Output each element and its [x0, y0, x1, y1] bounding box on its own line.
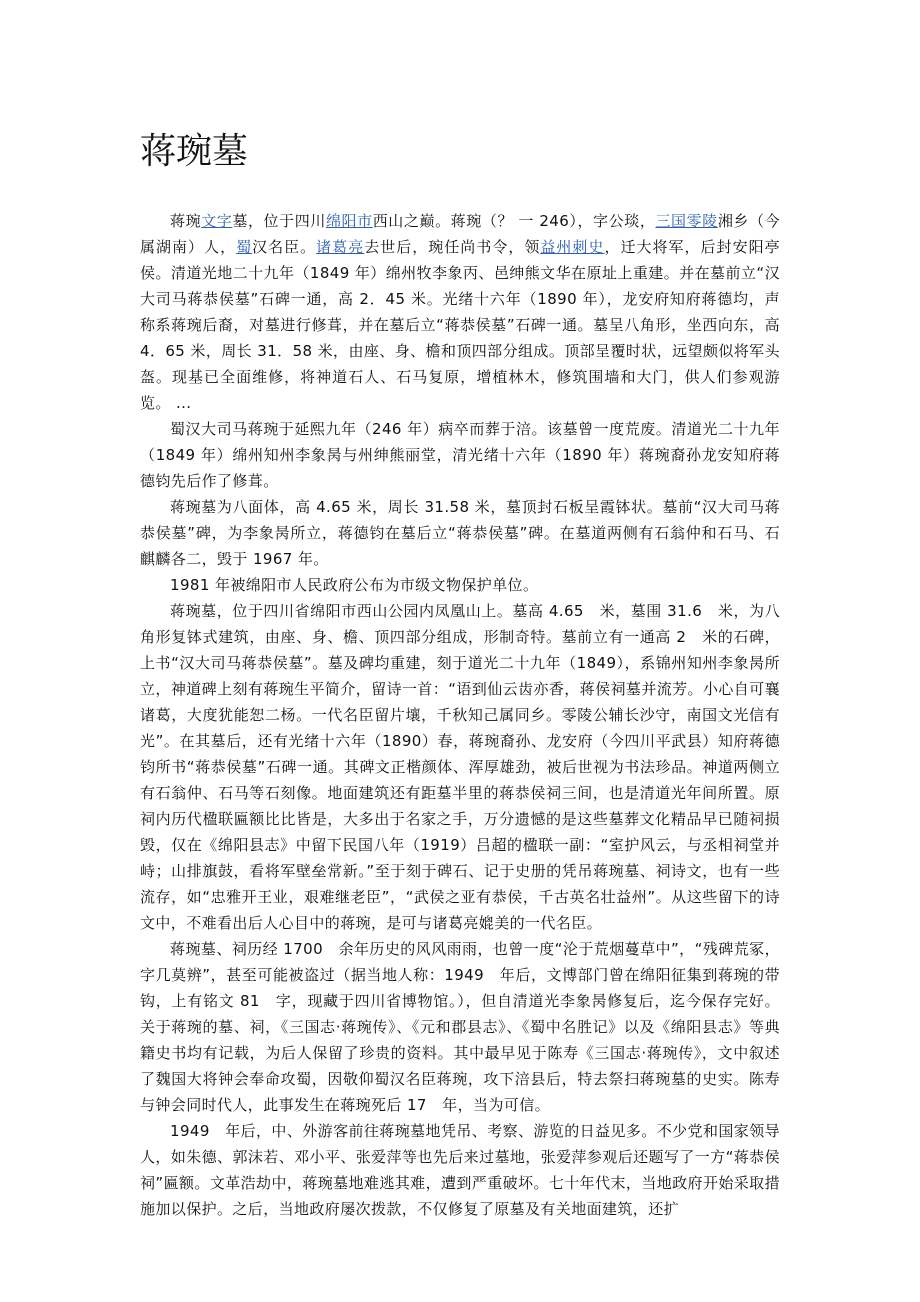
paragraph [140, 208, 780, 416]
paragraph-text: 汉名臣。 [252, 238, 317, 256]
paragraph-text: 1981 年被绵阳市人民政府公布为市级文物保护单位。 [170, 576, 539, 594]
paragraph-text: 蒋琬墓、祠历经 1700 余年历史的风风雨雨，也曾一度“沦于荒烟蔓草中”，“残碑荒冢，字几莫辨”，甚至可能被盗过（据当地人称：1949 年后，文博部门曾在绵阳征集到蒋琬的带钩，上有铭文 81 字，现藏于四川省博物馆。），但自清道光李象昺修复后，迄今保存完好。关于蒋琬的墓、祠，《三国志·蒋琬传》、《元和郡县志》、《蜀中名胜记》以及《绵阳县志》等典籍史书均有记载，为后人保留了珍贵的资料。其中最早见于陈寿《三国志·蒋琬传》，文中叙述了魏国大将钟会奉命攻蜀，因敬仰蜀汉名臣蒋琬，攻下涪县后，特去祭扫蒋琬墓的史实。陈寿与钟会同时代人，此事发生在蒋琬死后 17 年，当为可信。 [140, 940, 780, 1114]
paragraph [140, 1118, 780, 1222]
paragraph-text: 蒋琬墓为八面体，高 4.65 米，周长 31.58 米，墓顶封石板呈霞钵状。墓前“汉大司马蒋恭侯墓”碑，为李象昺所立，蒋德钧在墓后立“蒋恭侯墓”碑。在墓道两侧有石翁仲和石马、石麒麟各二，毁于 1967 年。 [140, 498, 780, 568]
paragraph-text: 蒋琬 [170, 212, 202, 230]
paragraph-text: 墓，位于四川 [232, 212, 326, 230]
paragraph-text: 西山之巅。蒋琬（？ 一 246），字公琰， [372, 212, 656, 230]
paragraph-text: 蒋琬墓，位于四川省绵阳市西山公园内凤凰山上。墓高 4.65 米，墓围 31.6 米，为八角形复钵式建筑，由座、身、檐、顶四部分组成，形制奇特。墓前立有一通高 2 米的石碑，上书“汉大司马蒋恭侯墓”。墓及碑均重建，刻于道光二十九年（1849），系锦州知州李象昺所立，神道碑上刻有蒋琬生平简介，留诗一首：“语到仙云齿亦香，蒋侯祠墓并流芳。小心自可襄诸葛，大度犹能恕二杨。一代名臣留片壤，千秋知己属同乡。零陵公辅长沙守，南国文光信有光”。在其墓后，还有光绪十六年（1890）春，蒋琬裔孙、龙安府（今四川平武县）知府蒋德钧所书“蒋恭侯墓”石碑一通。其碑文正楷颜体、浑厚雄劲，被后世视为书法珍品。神道两侧立有石翁仲、石马等石刻像。地面建筑还有距墓半里的蒋恭侯祠三间，也是清道光年间所置。原祠内历代楹联匾额比比皆是，大多出于名家之手，万分遗憾的是这些墓葬文化精品早已随祠损毁，仅在《绵阳县志》中留下民国八年（1919）吕超的楹联一副：“室护风云，与丞相祠堂并峙；山排旗鼓，看将军壁垒常新。”至于刻于碑石、记于史册的凭吊蒋琬墓、祠诗文，也有一些流存，如“忠雅开王业，艰难继老臣”，“武侯之亚有恭侯，千古英名壮益州”。从这些留下的诗文中，不难看出后人心目中的蒋琬，是可与诸葛亮媲美的一代名臣。 [140, 602, 780, 932]
page-title: 蒋琬墓 [140, 131, 249, 172]
paragraph [140, 416, 780, 494]
hyperlink[interactable]: 文字 [201, 212, 233, 230]
hyperlink[interactable]: 益州刺史 [540, 238, 605, 256]
paragraph-text: 1949 年后，中、外游客前往蒋琬墓地凭吊、考察、游览的日益见多。不少党和国家领导人，如朱德、郭沫若、邓小平、张爱萍等也先后来过墓地，张爱萍参观后还题写了一方“蒋恭侯祠”匾额。文革浩劫中，蒋琬墓地难逃其难，遭到严重破坏。七十年代末，当地政府开始采取措施加以保护。之后，当地政府屡次拨款，不仅修复了原墓及有关地面建筑，还扩 [140, 1122, 780, 1218]
paragraph-text: 湘乡（今属湖南）人， [140, 212, 780, 256]
hyperlink[interactable]: 三国零陵 [655, 212, 718, 230]
paragraph-text: 去世后，琬任尚书令，领 [364, 238, 541, 256]
paragraph [140, 572, 780, 598]
paragraph-text: 蜀汉大司马蒋琬于延熙九年（246 年）病卒而葬于涪。该墓曾一度荒废。清道光二十九年（1849 年）绵州知州李象昺与州绅熊丽堂，清光绪十六年（1890 年）蒋琬裔孙龙安知府蒋德钧先后作了修葺。 [140, 420, 780, 490]
hyperlink[interactable]: 蜀 [236, 238, 253, 256]
paragraph [140, 936, 780, 1118]
hyperlink[interactable]: 绵阳市 [325, 212, 373, 230]
paragraph-text: ，迁大将军，后封安阳亭侯。清道光地二十九年（1849 年）绵州牧李象丙、邑绅熊文华在原址上重建。并在墓前立“汉大司马蒋恭侯墓”石碑一通，高 2．45 米。光绪十六年（1890 年），龙安府知府蒋德均，声称系蒋琬后裔，对墓进行修葺，并在墓后立“蒋恭侯墓”石碑一通。墓呈八角形，坐西向东，高 4．65 米，周长 31．58 米，由座、身、檐和顶四部分组成。顶部呈覆时状，远望颇似将军头盔。现基已全面维修，将神道石人、石马复原，增植林木，修筑围墙和大门，供人们参观游览。 ... [140, 238, 780, 412]
hyperlink[interactable]: 诸葛亮 [316, 238, 365, 256]
paragraph [140, 494, 780, 572]
article-body [140, 208, 780, 1222]
paragraph [140, 598, 780, 936]
